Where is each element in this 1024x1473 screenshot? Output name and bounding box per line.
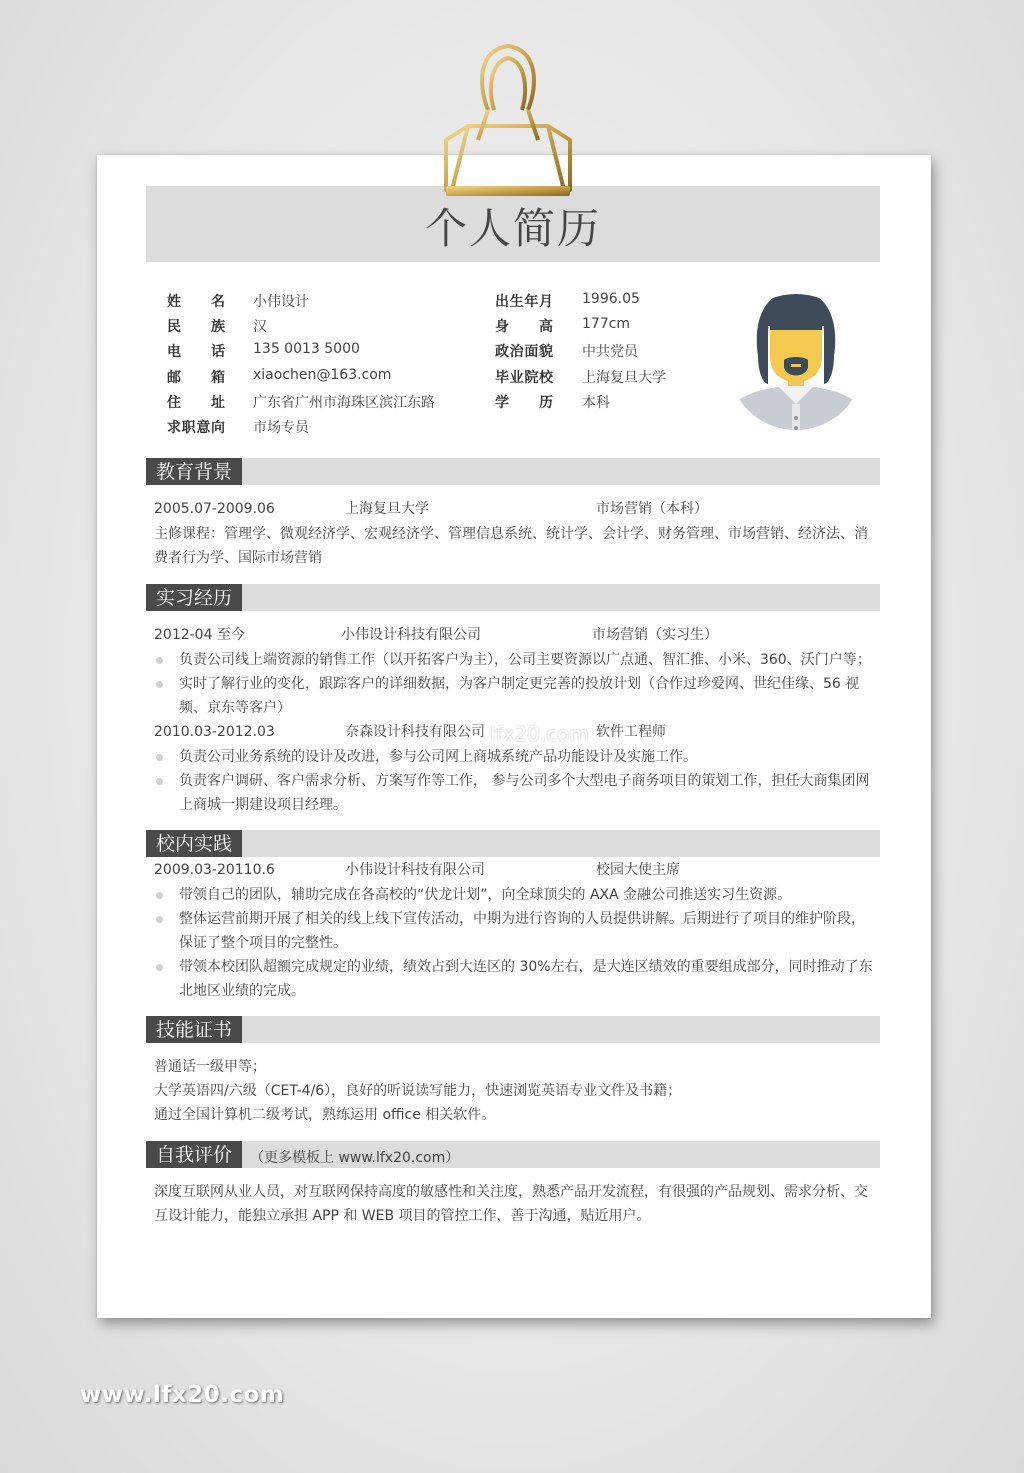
info-label: 毕业院校 xyxy=(495,370,553,386)
campus-role: 校园大使主席 xyxy=(596,862,680,878)
section-bar xyxy=(146,584,880,611)
info-value: 汉 xyxy=(253,319,267,335)
info-label: 学历 xyxy=(495,395,553,411)
info-label: 出生年月 xyxy=(495,294,553,310)
section-bar xyxy=(146,458,880,485)
section-heading: 校内实践 xyxy=(146,830,242,857)
list-item: 实时了解行业的变化，跟踪客户的详细数据，为客户制定更完善的投放计划（合作过珍爱网、世纪佳缘、56 视频、京东等客户） xyxy=(154,672,874,720)
self-text: 深度互联网从业人员，对互联网保持高度的敏感性和关注度，熟悉产品开发流程，有很强的产品规划、需求分析、交互设计能力，能独立承担 APP 和 WEB 项目的管控工作，善于沟通，贴近用户。 xyxy=(154,1184,868,1224)
edu-date: 2005.07-2009.06 xyxy=(154,501,275,517)
skill-line: 通过全国计算机二级考试，熟练运用 office 相关软件。 xyxy=(154,1107,496,1123)
skill-line: 大学英语四/六级（CET-4/6），良好的听说读写能力，快速浏览英语专业文件及书籍； xyxy=(154,1083,682,1099)
campus-date: 2009.03-20110.6 xyxy=(154,862,275,878)
job-company: 小伟设计科技有限公司 xyxy=(341,627,481,643)
job-date: 2012-04 至今 xyxy=(154,627,245,643)
section-heading: 自我评价 xyxy=(146,1141,242,1168)
job-date: 2010.03-2012.03 xyxy=(154,724,275,740)
list-item: 负责公司业务系统的设计及改进，参与公司网上商城系统产品功能设计及实施工作。 xyxy=(154,745,874,769)
list-item: 整体运营前期开展了相关的线上线下宣传活动，中期为进行咨询的人员提供讲解。后期进行了项目的维护阶段，保证了整个项目的完整性。 xyxy=(154,907,874,955)
list-item: 带领本校团队超额完成规定的业绩，绩效占到大连区的 30%左右，是大连区绩效的重要组成部分，同时推动了东北地区业绩的完成。 xyxy=(154,955,874,1003)
watermark: www.lfx20.com xyxy=(80,1382,285,1408)
info-value: 135 0013 5000 xyxy=(253,341,360,357)
section-note: （更多模板上 www.lfx20.com） xyxy=(250,1150,460,1166)
list-item: 负责公司线上端资源的销售工作（以开拓客户为主），公司主要资源以广点通、智汇推、小米、360、沃门户等； xyxy=(154,648,874,672)
info-label: 电话 xyxy=(167,344,225,360)
info-value: 小伟设计 xyxy=(253,294,309,310)
watermark-overlay: lfx20.com xyxy=(490,722,589,746)
info-label: 身高 xyxy=(495,319,553,335)
avatar-icon xyxy=(728,286,864,438)
campus-company: 小伟设计科技有限公司 xyxy=(345,862,485,878)
info-value: 市场专员 xyxy=(253,420,309,436)
info-label: 求职意向 xyxy=(167,420,225,436)
edu-courses: 主修课程：管理学、微观经济学、宏观经济学、管理信息系统、统计学、会计学、财务管理、市场营销、经济法、消费者行为学、国际市场营销 xyxy=(154,526,868,566)
info-label: 姓名 xyxy=(167,294,225,310)
section-heading: 教育背景 xyxy=(146,458,242,485)
page-title: 个人简历 xyxy=(424,204,601,253)
list-item: 负责客户调研、客户需求分析、方案写作等工作， 参与公司多个大型电子商务项目的策划工作，担任大商集团网上商城一期建设项目经理。 xyxy=(154,769,874,817)
info-value: 广东省广州市海珠区滨江东路 xyxy=(253,395,435,411)
skill-line: 普通话一级甲等； xyxy=(154,1059,266,1075)
job-role: 市场营销（实习生） xyxy=(592,627,718,643)
section-bar xyxy=(146,830,880,857)
section-heading: 技能证书 xyxy=(146,1016,242,1043)
info-value: xiaochen@163.com xyxy=(253,367,392,383)
info-value: 177cm xyxy=(582,316,631,332)
info-label: 政治面貌 xyxy=(495,344,553,360)
job-company: 奈森设计科技有限公司 xyxy=(345,724,485,740)
info-value: 本科 xyxy=(582,395,610,411)
info-value: 中共党员 xyxy=(582,344,638,360)
info-label: 住址 xyxy=(167,395,225,411)
info-label: 邮箱 xyxy=(167,370,225,386)
section-bar xyxy=(146,1016,880,1043)
info-value: 上海复旦大学 xyxy=(582,370,666,386)
binder-clip-icon xyxy=(438,40,578,210)
list-item: 带领自己的团队，辅助完成在各高校的“伏龙计划”，向全球顶尖的 AXA 金融公司推送实习生资源。 xyxy=(154,883,874,907)
edu-school: 上海复旦大学 xyxy=(345,501,429,517)
job-role: 软件工程师 xyxy=(596,724,666,740)
section-heading: 实习经历 xyxy=(146,584,242,611)
info-value: 1996.05 xyxy=(582,291,640,307)
info-label: 民族 xyxy=(167,319,225,335)
edu-major: 市场营销（本科） xyxy=(596,501,708,517)
